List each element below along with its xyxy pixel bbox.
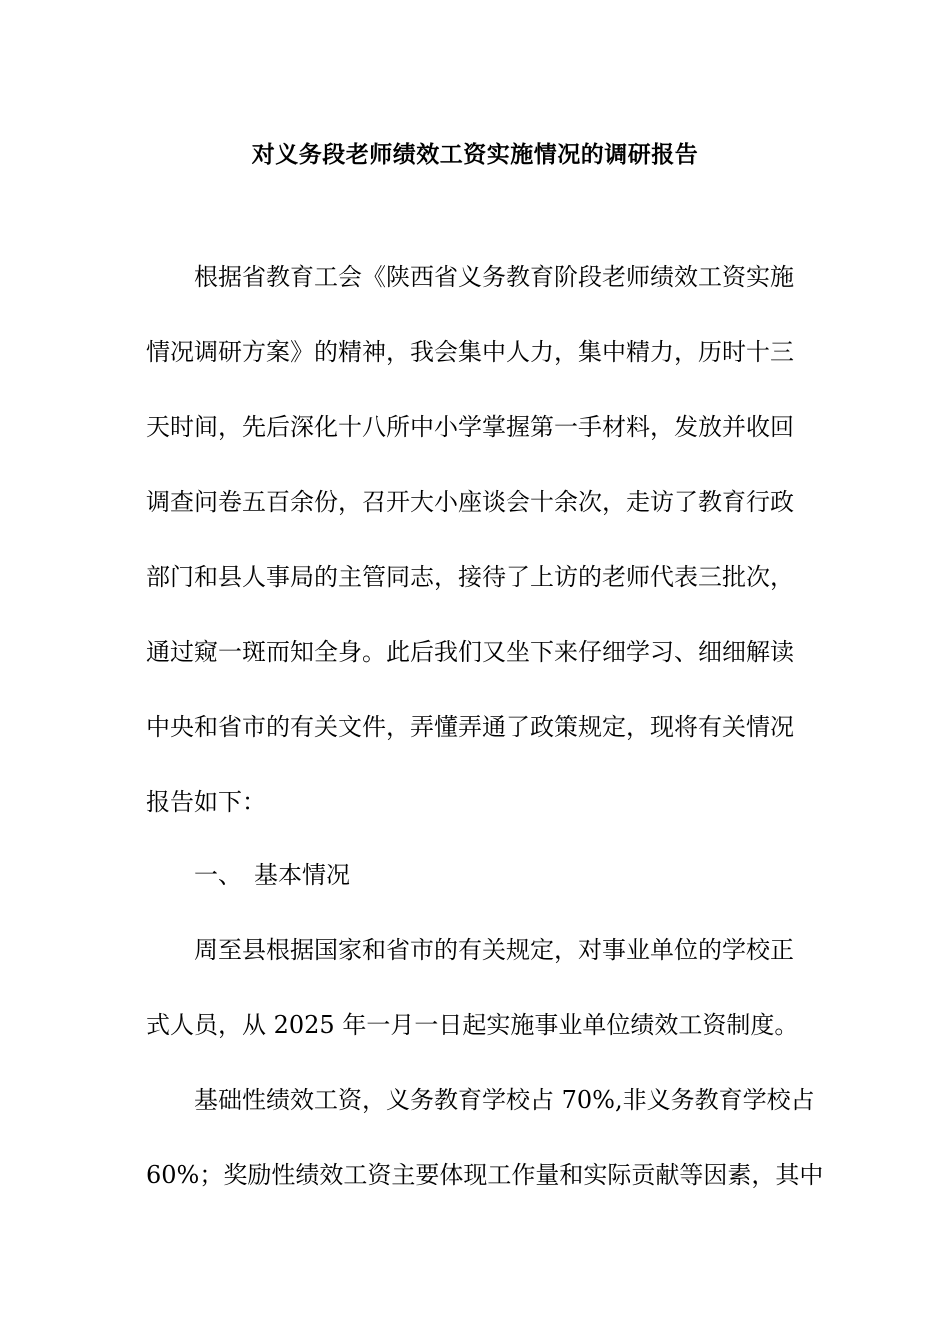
paragraph-line: 情况调研方案》的精神，我会集中人力，集中精力，历时十三 xyxy=(146,338,794,366)
paragraph-line: 根据省教育工会《陕西省义务教育阶段老师绩效工资实施 xyxy=(194,263,794,291)
section-number: 一、 xyxy=(194,861,242,889)
document-title: 对义务段老师绩效工资实施情况的调研报告 xyxy=(251,141,699,168)
paragraph-line: 部门和县人事局的主管同志，接待了上访的老师代表三批次， xyxy=(146,563,794,591)
paragraph-line: 式人员，从 2025 年一月一日起实施事业单位绩效工资制度。 xyxy=(146,1011,799,1039)
section-heading: 基本情况 xyxy=(254,861,350,889)
paragraph-line: 通过窥一斑而知全身。此后我们又坐下来仔细学习、细细解读 xyxy=(146,638,794,666)
paragraph-line: 报告如下： xyxy=(146,788,266,816)
paragraph-line: 调查问卷五百余份，召开大小座谈会十余次，走访了教育行政 xyxy=(146,488,794,516)
paragraph-line: 周至县根据国家和省市的有关规定，对事业单位的学校正 xyxy=(194,936,794,964)
paragraph-line: 基础性绩效工资，义务教育学校占 70%,非义务教育学校占 xyxy=(194,1086,815,1114)
paragraph-line: 天时间，先后深化十八所中小学掌握第一手材料，发放并收回 xyxy=(146,413,794,441)
paragraph-line: 中央和省市的有关文件，弄懂弄通了政策规定，现将有关情况 xyxy=(146,713,794,741)
paragraph-line: 60%；奖励性绩效工资主要体现工作量和实际贡献等因素，其中 xyxy=(146,1161,824,1189)
